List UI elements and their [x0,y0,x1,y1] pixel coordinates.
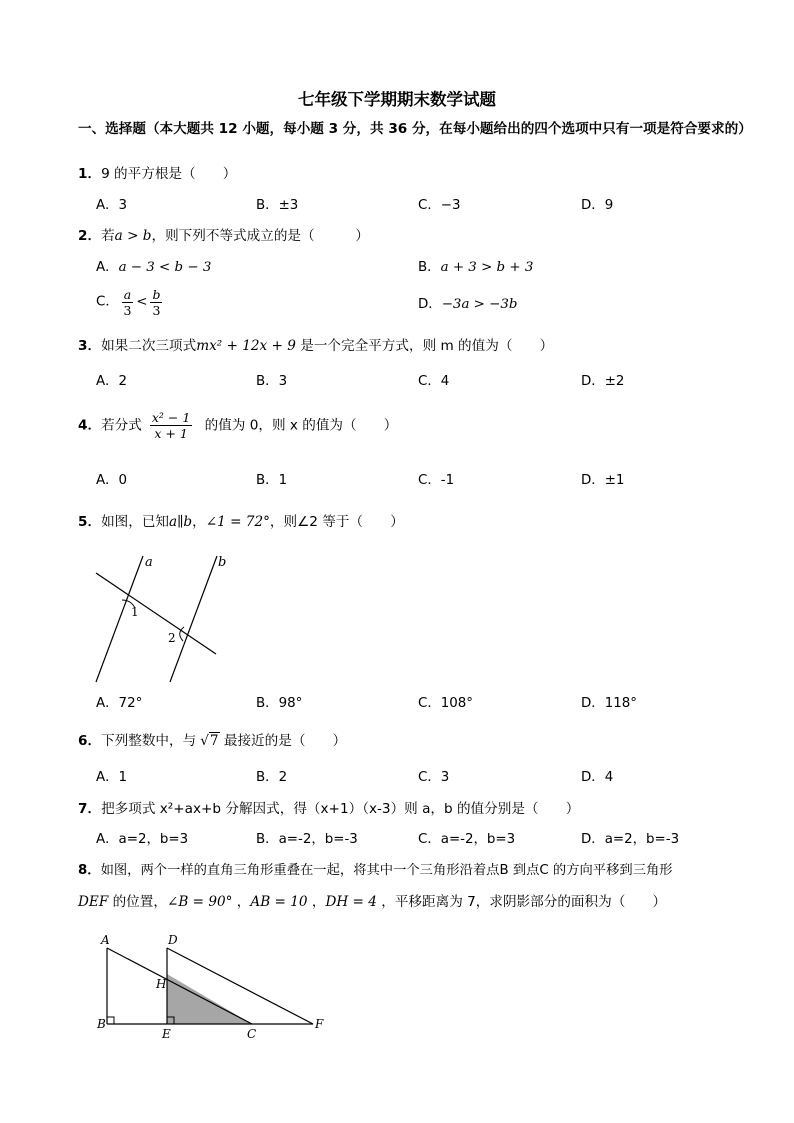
stem-text: ，平移距离为 7，求阴影部分的面积为（ ） [376,894,667,910]
line-b [170,556,217,682]
option-a [96,259,211,277]
stem-text: ， [307,894,326,910]
math-expression: a∥b [169,514,193,530]
option-d: D．9 [581,198,614,213]
angle-2-arc [180,627,184,641]
question-number: 6． [78,733,102,749]
question-stem: 如图，两个一样的直角三角形重叠在一起，将其中一个三角形沿着点B 到点C 的方向平移到三角形 [100,863,673,878]
line-a [96,556,143,682]
numerator: x² − 1 [151,410,191,425]
fraction [150,410,192,441]
option-label: B． [418,260,441,275]
stem-text: 若 [101,228,115,244]
math-operator: < [136,294,148,310]
stem-text: 最接近的是（ ） [219,733,347,749]
stem-text: ，则下列不等式成立的是（ ） [151,228,369,244]
label-b: b [218,555,227,570]
right-angle-b [107,1017,114,1024]
option-label: D． [418,297,442,312]
label-E: E [162,1027,171,1041]
option-b: B．2 [256,770,288,785]
question-6 [78,732,346,750]
option-b: B．98° [256,696,303,711]
math-expression: a − 3 < b − 3 [118,260,212,275]
option-b: B．±3 [256,198,299,213]
label-D: D [168,933,178,947]
question-number: 8． [78,863,101,878]
math-expression: −3a > −3b [441,297,518,312]
option-a: A．2 [96,374,128,389]
label-C: C [247,1027,257,1041]
option-a: A．a=2，b=3 [96,832,189,847]
math-expression: DEF [78,894,109,910]
option-b [418,259,533,277]
stem-text: ， [192,514,206,530]
question-8-line-2 [78,893,666,911]
math-expression: ∠1 = 72° [205,514,270,530]
option-c: C．−3 [418,198,461,213]
page-title: 七年级下学期期末数学试题 [298,90,496,109]
fraction-b-over-3 [150,287,162,318]
option-c: C．-1 [418,473,455,488]
stem-text: 的位置， [108,894,167,910]
stem-text: 若分式 [101,417,142,434]
stem-text: ，则∠2 等于（ ） [269,514,404,530]
label-angle-2: 2 [168,631,176,645]
section-heading: 一、选择题（本大题共 12 小题，每小题 3 分，共 36 分，在每小题给出的四个选项中只有一项是符合要求的） [78,121,752,137]
stem-text: 如图，已知 [101,514,170,530]
question-3 [78,337,553,355]
option-d: D．4 [581,770,614,785]
radicand: 7 [209,733,219,749]
denominator: x + 1 [154,426,188,441]
stem-text: 如果二次三项式 [101,338,197,354]
option-d: D．a=2，b=-3 [581,832,680,847]
fraction-a-over-3 [122,287,133,318]
question-number: 7． [78,801,102,817]
triangle-translation-figure [95,930,335,1042]
math-expression: AB = 10 [250,894,308,910]
option-label: A． [96,260,119,275]
sqrt-expression [200,733,219,749]
radical-icon: √ [200,733,209,749]
label-H: H [156,977,167,991]
numerator: b [152,287,161,302]
label-angle-1: 1 [131,605,139,619]
denominator: 3 [152,303,161,318]
option-c: C．4 [418,374,450,389]
stem-text: 下列整数中，与 [101,733,197,749]
option-label: C． [96,294,119,310]
question-5 [78,513,404,531]
question-stem: 把多项式 x²+ax+b 分解因式，得（x+1）（x-3）则 a，b 的值分别是（ ） [101,801,580,817]
label-F: F [315,1017,324,1031]
label-A: A [101,933,110,947]
option-a: A．1 [96,770,128,785]
option-c: C．3 [418,770,450,785]
stem-text: ， [232,894,251,910]
label-a: a [145,555,153,570]
question-number: 1． [78,166,102,182]
question-number: 4． [78,417,102,434]
option-b: B．3 [256,374,288,389]
math-expression: a + 3 > b + 3 [440,260,534,275]
stem-text: 的值为 0，则 x 的值为（ ） [200,417,398,434]
option-a: A．0 [96,473,128,488]
option-a: A．3 [96,198,128,213]
label-B: B [97,1017,106,1031]
math-expression: a > b [114,228,152,244]
option-b: B．a=-2，b=-3 [256,832,358,847]
stem-text: 是一个完全平方式，则 m 的值为（ ） [295,338,554,354]
question-7 [78,800,579,818]
math-expression: ∠B = 90° [166,894,233,910]
math-expression: mx² + 12x + 9 [196,338,296,354]
option-d: D．±2 [581,374,625,389]
question-number: 2． [78,228,102,244]
question-4 [78,410,397,441]
math-expression: DH = 4 [325,894,377,910]
option-a: A．72° [96,696,143,711]
option-d: D．±1 [581,473,625,488]
question-number: 5． [78,514,102,530]
option-d: D．118° [581,696,637,711]
option-c: C．a=-2，b=3 [418,832,516,847]
question-2 [78,227,369,245]
denominator: 3 [123,303,132,318]
option-b: B．1 [256,473,288,488]
option-c: C．108° [418,696,473,711]
option-c [96,287,165,318]
parallel-lines-figure [90,548,225,686]
question-8 [78,862,673,880]
question-1 [78,165,236,183]
option-d [418,296,517,314]
question-stem: 9 的平方根是（ ） [101,166,237,182]
question-number: 3． [78,338,102,354]
numerator: a [123,287,132,302]
transversal-line [96,573,216,654]
